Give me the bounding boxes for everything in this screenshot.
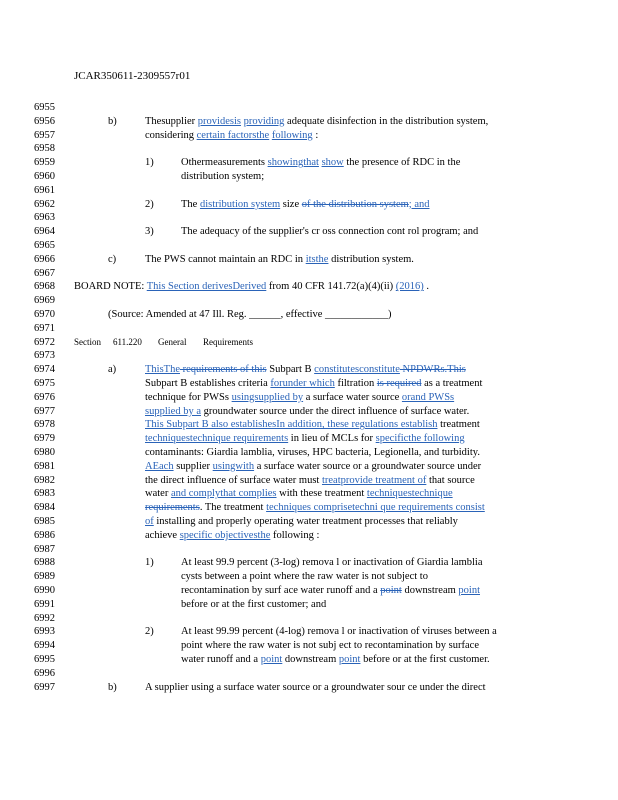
line-number: 6985 [34, 516, 55, 527]
line-number: 6973 [34, 350, 55, 362]
line-number: 6996 [34, 667, 55, 679]
text-run: considering [145, 129, 197, 141]
text-run: before or at the first customer; and [181, 598, 327, 610]
paragraph-label [145, 627, 154, 638]
text-run: General [158, 336, 187, 347]
line-number: 6959 [34, 157, 55, 169]
line-number: 6960 [34, 171, 55, 182]
text-run: b) [108, 681, 117, 693]
line-number: 6958 [34, 143, 55, 155]
line-number: 6972 [34, 336, 55, 348]
paragraph-label [108, 255, 116, 266]
text-run: as a treatment [421, 378, 483, 389]
line-number: 6955 [34, 102, 55, 113]
line-text [145, 503, 485, 514]
line-number: 6970 [34, 309, 55, 320]
text-run: a) [108, 364, 117, 376]
paragraph-label [108, 365, 116, 376]
text-run: c) [108, 253, 117, 265]
line-text [181, 558, 482, 569]
line-text [203, 338, 253, 347]
text-run: point where the raw water is not subj ect to recontamination by surface [181, 640, 479, 652]
line-text [145, 462, 481, 473]
inserted-text: treatprovide treatment of [321, 474, 427, 486]
line-text [145, 365, 466, 376]
line-number: 6997 [34, 681, 55, 693]
text-run: distribution system; [181, 171, 265, 182]
inserted-text: techniquestechnique requirements [145, 433, 289, 445]
paragraph-label [145, 158, 154, 169]
text-run: with these treatment [276, 488, 367, 500]
line-text [145, 489, 453, 500]
text-run: Thesupplier [145, 115, 198, 127]
line-number: 6968 [34, 281, 55, 293]
line-number: 6987 [34, 543, 55, 555]
line-text [181, 158, 460, 169]
line-text [181, 641, 479, 652]
text-run: supplier [173, 460, 213, 472]
line-text [145, 683, 486, 694]
line-number: 6995 [34, 654, 55, 665]
line-number: 6962 [34, 198, 55, 210]
paragraph-label [108, 683, 117, 694]
text-run: from 40 CFR 141.72(a)(4)(ii) [266, 281, 396, 293]
text-run: filtration [334, 378, 377, 389]
line-number: 6964 [34, 226, 55, 238]
inserted-text: techniques comprisetechni que requirements consist [266, 502, 485, 514]
line-number: 6988 [34, 557, 55, 569]
line-text [181, 600, 326, 611]
line-text [181, 200, 430, 211]
paragraph-label [145, 227, 154, 238]
line-number: 6956 [34, 115, 55, 127]
text-run: Section [74, 336, 101, 347]
text-run: Othermeasurements [181, 157, 268, 169]
line-text [145, 448, 480, 459]
inserted-text: point [338, 654, 361, 665]
line-text [145, 407, 469, 418]
inserted-text: itsthe [305, 253, 329, 265]
line-text [145, 117, 488, 128]
inserted-text: (2016) [395, 281, 424, 293]
inserted-text: and complythat complies [170, 488, 277, 500]
text-run: BOARD NOTE: [74, 281, 147, 293]
line-number: 6993 [34, 626, 55, 638]
deleted-text: of the distribution system [301, 198, 409, 210]
line-number: 6982 [34, 474, 55, 486]
text-run: 3) [145, 226, 154, 238]
text-run: in lieu of MCLs for [288, 433, 376, 445]
line-number: 6963 [34, 212, 55, 224]
text-run: following : [270, 529, 320, 541]
line-text [145, 476, 475, 487]
text-run: water [145, 488, 171, 500]
paragraph-label [145, 200, 154, 211]
text-run: achieve [145, 529, 180, 541]
inserted-text: point [260, 654, 283, 665]
text-run: downstream [401, 585, 459, 596]
line-number: 6976 [34, 391, 55, 403]
text-run: water runoff and a [181, 654, 261, 665]
line-number: 6984 [34, 502, 55, 514]
inserted-text: usingsupplied by [231, 391, 304, 403]
text-run: 2) [145, 198, 154, 210]
line-text [181, 172, 264, 183]
line-number: 6989 [34, 571, 55, 583]
text-run: size [280, 198, 302, 210]
inserted-text: usingwith [212, 460, 255, 472]
text-run: the direct influence of surface water must [145, 474, 322, 486]
line-number: 6980 [34, 447, 55, 458]
line-number: 6994 [34, 640, 55, 652]
line-text [181, 227, 478, 238]
paragraph-label [145, 558, 154, 569]
line-text [181, 586, 480, 597]
line-text [181, 655, 490, 666]
text-run: distribution system. [328, 253, 414, 265]
text-run: Subpart B establishes criteria [145, 378, 271, 389]
text-run: 611.220 [113, 336, 142, 347]
paragraph-label [74, 338, 101, 347]
line-text [145, 531, 319, 542]
line-number: 6961 [34, 184, 55, 196]
text-run: technique for PWSs [145, 391, 232, 403]
text-run: that source [426, 474, 475, 486]
text-run: groundwater source under the direct influence of surface water. [201, 405, 470, 417]
line-number: 6977 [34, 405, 55, 417]
inserted-text: forunder which [270, 378, 335, 389]
inserted-text: show [321, 157, 344, 169]
line-number: 6975 [34, 378, 55, 389]
inserted-text: supplied by a [145, 405, 201, 417]
text-run: a surface water source or a groundwater source under [254, 460, 482, 472]
text-run: treatment [437, 419, 480, 431]
deleted-text: requirements of this [180, 364, 267, 376]
line-number: 6979 [34, 433, 55, 445]
text-run: At least 99.9 percent (3-log) remova l or inactivation of Giardia lamblia [181, 557, 483, 569]
text-run: the presence of RDC in the [343, 157, 461, 169]
text-run: At least 99.99 percent (4-log) remova l or inactivation of viruses between a [181, 626, 497, 638]
text-run: (Source: Amended at 47 Ill. Reg. ______, effective ____________) [108, 309, 392, 320]
inserted-text: distribution system [199, 198, 281, 210]
line-text [145, 255, 414, 266]
inserted-text: constitutesconstitute [314, 364, 400, 376]
text-run: 1) [145, 157, 154, 169]
text-run: A supplier using a surface water source or a groundwater sour ce under the direct [145, 681, 486, 693]
line-number: 6990 [34, 585, 55, 596]
deleted-text: is required [376, 378, 422, 389]
inserted-text: following [271, 129, 313, 141]
line-text [145, 131, 318, 142]
line-number: 6971 [34, 322, 55, 334]
line-number: 6965 [34, 240, 55, 251]
line-text [145, 379, 482, 390]
inserted-text: showingthat [267, 157, 319, 169]
text-run: recontamination by surf ace water runoff and a [181, 585, 381, 596]
paragraph-label [108, 117, 117, 128]
text-run: cysts between a point where the raw water is not subject to [181, 571, 428, 583]
line-text [181, 572, 428, 583]
inserted-text: providesis [197, 115, 241, 127]
inserted-text: specific objectivesthe [179, 529, 271, 541]
line-number: 6957 [34, 129, 55, 141]
text-run: Requirements [203, 336, 253, 347]
line-number: 6967 [34, 267, 55, 279]
text-run: . [423, 281, 430, 293]
line-text [108, 310, 392, 321]
line-number: 6978 [34, 419, 55, 431]
text-run: a surface water source [303, 391, 402, 403]
text-run: : [312, 129, 319, 141]
text-run: Subpart B [266, 364, 315, 376]
text-run: . The treatment [199, 502, 267, 514]
inserted-text: AEach [145, 460, 174, 472]
line-number: 6981 [34, 460, 55, 472]
inserted-text: specificthe following [375, 433, 465, 445]
line-text [145, 434, 465, 445]
inserted-text: certain factorsthe [196, 129, 270, 141]
line-text [145, 393, 454, 404]
line-number: 6991 [34, 598, 55, 610]
text-run: 2) [145, 626, 154, 638]
inserted-text: providing [243, 115, 285, 127]
inserted-text: ThisThe [145, 364, 180, 376]
line-number: 6983 [34, 488, 55, 500]
inserted-text: This Section derivesDerived [146, 281, 267, 293]
line-number: 6974 [34, 364, 55, 376]
inserted-text: techniquestechnique [366, 488, 453, 500]
deleted-text: requirements [145, 502, 200, 514]
text-run: The adequacy of the supplier's cr oss connection cont rol program; and [181, 226, 479, 238]
line-text [181, 627, 497, 638]
inserted-text: point [458, 585, 480, 596]
line-text [145, 517, 458, 528]
document-id: JCAR350611-2309557r01 [74, 70, 191, 82]
text-run: adequate disinfection in the distribution system, [284, 115, 489, 127]
line-text [158, 338, 186, 347]
inserted-text: of [145, 516, 154, 527]
line-text [113, 338, 142, 347]
text-run: contaminants: Giardia lamblia, viruses, HPC bacteria, Legionella, and turbidity. [145, 447, 480, 458]
deleted-text: point [380, 585, 402, 596]
text-run: downstream [282, 654, 339, 665]
text-run: 1) [145, 557, 154, 569]
line-text [74, 282, 429, 293]
text-run: b) [108, 115, 117, 127]
line-text [145, 420, 480, 431]
text-run: before or at the first customer. [360, 654, 490, 665]
text-run: The [181, 198, 200, 210]
inserted-text: orand PWSs [401, 391, 455, 403]
text-run: The PWS cannot maintain an RDC in [145, 253, 306, 265]
text-run: installing and properly operating water treatment processes that reliably [153, 516, 458, 527]
deleted-text: NPDWRs.This [399, 364, 466, 376]
line-number: 6969 [34, 295, 55, 307]
line-number: 6986 [34, 529, 55, 541]
line-number: 6992 [34, 612, 55, 624]
line-number: 6966 [34, 253, 55, 265]
inserted-text: This Subpart B also establishesIn addition, these regulations establish [145, 419, 438, 431]
inserted-text: ; and [408, 198, 430, 210]
